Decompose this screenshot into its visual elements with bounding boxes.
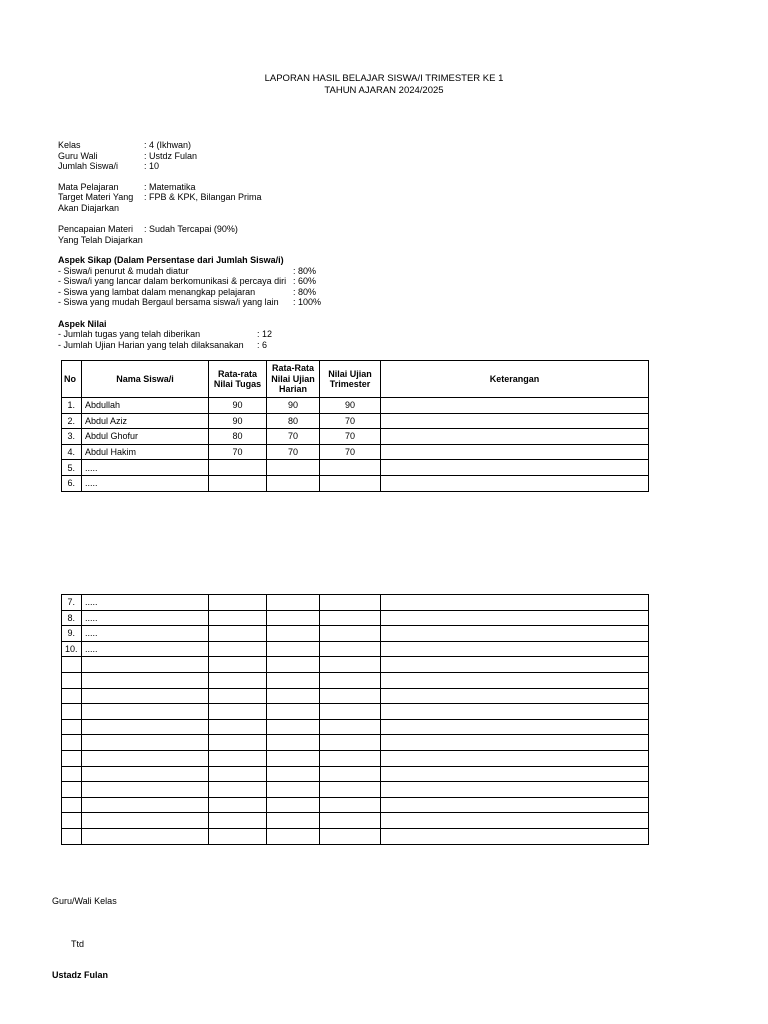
cell-keterangan [381, 704, 649, 720]
sikap-item-value: : 80% [293, 287, 317, 297]
cell-no: 2. [62, 413, 82, 429]
cell-nama [82, 657, 209, 673]
cell-keterangan [381, 782, 649, 798]
header-no: No [62, 361, 82, 398]
header-keterangan: Keterangan [381, 361, 649, 398]
cell-rata-ujian-harian [267, 610, 320, 626]
cell-rata-tugas: 90 [209, 413, 267, 429]
nilai-heading: Aspek Nilai [58, 319, 107, 329]
table-row [62, 398, 649, 414]
cell-ujian-trimester [320, 719, 381, 735]
cell-no [62, 672, 82, 688]
sikap-item-label: - Siswa/i yang lancar dalam berkomunikasi & percaya diri [58, 276, 287, 286]
cell-ujian-trimester [320, 766, 381, 782]
cell-ujian-trimester [320, 828, 381, 844]
cell-no: 6. [62, 475, 82, 491]
cell-nama [82, 828, 209, 844]
report-title-line1: LAPORAN HASIL BELAJAR SISWA/I TRIMESTER KE 1 [264, 73, 504, 84]
cell-nama [82, 735, 209, 751]
cell-keterangan [381, 657, 649, 673]
capai-label-2: Yang Telah Diajarkan [58, 235, 143, 245]
cell-nama [82, 719, 209, 735]
cell-nama: ..... [82, 626, 209, 642]
cell-rata-ujian-harian: 90 [267, 398, 320, 414]
cell-no [62, 766, 82, 782]
cell-rata-tugas [209, 641, 267, 657]
cell-keterangan [381, 460, 649, 476]
table-row [62, 626, 649, 642]
nilai-item [58, 340, 268, 350]
cell-rata-ujian-harian [267, 735, 320, 751]
cell-nama: ..... [82, 641, 209, 657]
cell-rata-ujian-harian [267, 704, 320, 720]
cell-keterangan [381, 750, 649, 766]
table-row [62, 413, 649, 429]
cell-rata-ujian-harian [267, 813, 320, 829]
cell-ujian-trimester [320, 672, 381, 688]
cell-keterangan [381, 672, 649, 688]
signature-role: Guru/Wali Kelas [52, 896, 117, 906]
sikap-item-label: - Siswa/i penurut & mudah diatur [58, 266, 189, 276]
cell-keterangan [381, 719, 649, 735]
cell-rata-ujian-harian [267, 475, 320, 491]
cell-rata-tugas [209, 688, 267, 704]
cell-rata-ujian-harian [267, 672, 320, 688]
cell-rata-ujian-harian [267, 657, 320, 673]
sikap-item [58, 266, 317, 276]
cell-ujian-trimester [320, 782, 381, 798]
cell-nama [82, 672, 209, 688]
cell-keterangan [381, 688, 649, 704]
table-row [62, 641, 649, 657]
table-row [62, 657, 649, 673]
cell-nama: Abdullah [82, 398, 209, 414]
sikap-item-label: - Siswa yang mudah Bergaul bersama siswa/i yang lain [58, 297, 279, 307]
cell-rata-tugas [209, 735, 267, 751]
sikap-item-value: : 60% [293, 276, 317, 286]
cell-rata-ujian-harian [267, 641, 320, 657]
table-row [62, 766, 649, 782]
header-rata-ujian-harian: Rata-Rata Nilai Ujian Harian [267, 361, 320, 398]
cell-rata-tugas [209, 704, 267, 720]
cell-ujian-trimester [320, 657, 381, 673]
cell-nama: Abdul Aziz [82, 413, 209, 429]
cell-ujian-trimester: 70 [320, 429, 381, 445]
cell-ujian-trimester [320, 460, 381, 476]
cell-keterangan [381, 475, 649, 491]
cell-ujian-trimester [320, 610, 381, 626]
cell-no: 1. [62, 398, 82, 414]
table-row [62, 688, 649, 704]
table-row [62, 610, 649, 626]
cell-no [62, 657, 82, 673]
cell-keterangan [381, 766, 649, 782]
table-row [62, 475, 649, 491]
cell-ujian-trimester [320, 704, 381, 720]
cell-ujian-trimester: 70 [320, 444, 381, 460]
guru-value: : Ustdz Fulan [144, 151, 198, 161]
target-label-2: Akan Diajarkan [58, 203, 120, 213]
cell-keterangan [381, 610, 649, 626]
cell-keterangan [381, 641, 649, 657]
signature-ttd: Ttd [71, 939, 85, 949]
cell-no: 9. [62, 626, 82, 642]
cell-keterangan [381, 828, 649, 844]
cell-keterangan [381, 813, 649, 829]
cell-ujian-trimester [320, 475, 381, 491]
mapel-value: : Matematika [144, 182, 196, 192]
cell-rata-ujian-harian: 70 [267, 444, 320, 460]
header-nama: Nama Siswa/i [82, 361, 209, 398]
cell-no: 8. [62, 610, 82, 626]
cell-rata-ujian-harian [267, 719, 320, 735]
jumlah-label: Jumlah Siswa/i [58, 161, 119, 171]
cell-keterangan [381, 413, 649, 429]
cell-rata-tugas: 80 [209, 429, 267, 445]
capai-label-1: Pencapaian Materi [58, 224, 134, 234]
cell-rata-ujian-harian [267, 626, 320, 642]
grades-table-continued [61, 594, 649, 845]
sikap-item [58, 276, 317, 286]
cell-rata-tugas [209, 595, 267, 611]
cell-rata-ujian-harian: 70 [267, 429, 320, 445]
target-label-1: Target Materi Yang [58, 192, 134, 202]
cell-ujian-trimester [320, 626, 381, 642]
target-value: : FPB & KPK, Bilangan Prima [144, 192, 262, 202]
cell-nama: ..... [82, 595, 209, 611]
cell-nama: Abdul Hakim [82, 444, 209, 460]
table-row [62, 828, 649, 844]
cell-rata-tugas [209, 475, 267, 491]
cell-rata-tugas [209, 626, 267, 642]
sikap-item [58, 287, 317, 297]
cell-keterangan [381, 735, 649, 751]
table-row [62, 782, 649, 798]
cell-nama: ..... [82, 610, 209, 626]
cell-no [62, 688, 82, 704]
signature-name: Ustadz Fulan [52, 970, 109, 980]
table-row [62, 672, 649, 688]
cell-ujian-trimester [320, 750, 381, 766]
cell-ujian-trimester: 90 [320, 398, 381, 414]
cell-no: 3. [62, 429, 82, 445]
cell-nama [82, 766, 209, 782]
mapel-label: Mata Pelajaran [58, 182, 119, 192]
cell-rata-tugas [209, 813, 267, 829]
cell-rata-tugas [209, 782, 267, 798]
cell-rata-tugas [209, 610, 267, 626]
cell-ujian-trimester: 70 [320, 413, 381, 429]
cell-nama [82, 750, 209, 766]
cell-keterangan [381, 398, 649, 414]
cell-rata-ujian-harian [267, 797, 320, 813]
cell-no: 10. [62, 641, 82, 657]
table-row [62, 704, 649, 720]
cell-no [62, 797, 82, 813]
table-row [62, 813, 649, 829]
nilai-item-value: : 12 [257, 329, 273, 339]
guru-label: Guru Wali [58, 151, 98, 161]
cell-ujian-trimester [320, 688, 381, 704]
cell-nama [82, 797, 209, 813]
nilai-item [58, 329, 273, 339]
cell-no [62, 750, 82, 766]
cell-rata-ujian-harian [267, 460, 320, 476]
table-row [62, 429, 649, 445]
cell-rata-ujian-harian [267, 595, 320, 611]
cell-rata-tugas [209, 797, 267, 813]
cell-keterangan [381, 429, 649, 445]
cell-ujian-trimester [320, 735, 381, 751]
cell-ujian-trimester [320, 797, 381, 813]
cell-no: 5. [62, 460, 82, 476]
cell-keterangan [381, 595, 649, 611]
cell-keterangan [381, 797, 649, 813]
cell-rata-tugas [209, 657, 267, 673]
cell-rata-ujian-harian [267, 828, 320, 844]
cell-rata-tugas: 90 [209, 398, 267, 414]
cell-rata-ujian-harian [267, 750, 320, 766]
sikap-item-label: - Siswa yang lambat dalam menangkap pelajaran [58, 287, 256, 297]
cell-no [62, 782, 82, 798]
sikap-item-value: : 80% [293, 266, 317, 276]
cell-nama: Abdul Ghofur [82, 429, 209, 445]
cell-rata-ujian-harian: 80 [267, 413, 320, 429]
cell-nama [82, 782, 209, 798]
cell-keterangan [381, 444, 649, 460]
cell-nama [82, 813, 209, 829]
cell-no: 4. [62, 444, 82, 460]
cell-nama: ..... [82, 460, 209, 476]
cell-keterangan [381, 626, 649, 642]
jumlah-value: : 10 [144, 161, 160, 171]
table-row [62, 735, 649, 751]
cell-ujian-trimester [320, 813, 381, 829]
sikap-item-value: : 100% [293, 297, 322, 307]
cell-no [62, 719, 82, 735]
sikap-item [58, 297, 322, 307]
cell-no [62, 813, 82, 829]
grades-table [61, 360, 649, 492]
cell-no: 7. [62, 595, 82, 611]
table-row [62, 460, 649, 476]
table-row [62, 444, 649, 460]
cell-no [62, 735, 82, 751]
cell-nama [82, 704, 209, 720]
cell-rata-tugas [209, 750, 267, 766]
capai-value: : Sudah Tercapai (90%) [144, 224, 238, 234]
sikap-heading: Aspek Sikap (Dalam Persentase dari Jumlah Siswa/i) [58, 255, 284, 265]
cell-nama [82, 688, 209, 704]
cell-rata-tugas [209, 460, 267, 476]
report-title-line2: TAHUN AJARAN 2024/2025 [324, 85, 444, 96]
cell-rata-tugas: 70 [209, 444, 267, 460]
cell-rata-tugas [209, 766, 267, 782]
cell-rata-tugas [209, 719, 267, 735]
table-row [62, 719, 649, 735]
kelas-value: : 4 (Ikhwan) [144, 140, 192, 150]
table-header-row [62, 361, 649, 398]
cell-rata-ujian-harian [267, 766, 320, 782]
header-ujian-trimester: Nilai Ujian Trimester [320, 361, 381, 398]
cell-nama: ..... [82, 475, 209, 491]
cell-rata-tugas [209, 828, 267, 844]
cell-no [62, 828, 82, 844]
nilai-item-label: - Jumlah tugas yang telah diberikan [58, 329, 201, 339]
cell-rata-tugas [209, 672, 267, 688]
header-rata-tugas: Rata-rata Nilai Tugas [209, 361, 267, 398]
nilai-item-label: - Jumlah Ujian Harian yang telah dilaksanakan [58, 340, 244, 350]
table-row [62, 595, 649, 611]
cell-rata-ujian-harian [267, 782, 320, 798]
cell-no [62, 704, 82, 720]
table-row [62, 797, 649, 813]
table-row [62, 750, 649, 766]
cell-ujian-trimester [320, 641, 381, 657]
nilai-item-value: : 6 [257, 340, 268, 350]
kelas-label: Kelas [58, 140, 81, 150]
cell-rata-ujian-harian [267, 688, 320, 704]
cell-ujian-trimester [320, 595, 381, 611]
